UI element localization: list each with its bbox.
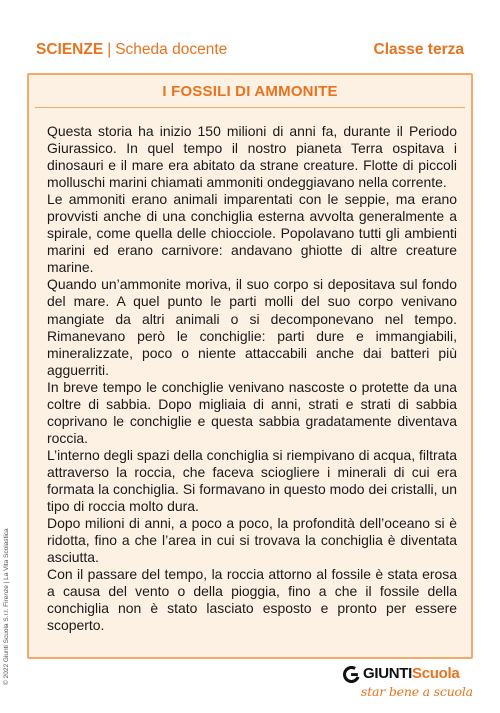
document-type-label: Scheda docente [115,41,228,58]
title-divider [35,107,465,108]
logo-brand-giunti: GIUNTI [363,665,413,682]
page-title: I FOSSILI DI AMMONITE [162,83,338,100]
logo-tagline: star bene a scuola [361,684,473,699]
paragraph: Dopo milioni di anni, a poco a poco, la profondità dell’oceano si è ridotta, fino a che l’area in cui si trovava la conchiglia è diventata asciutta. [47,515,457,566]
copyright-notice: © 2022 Giunti Scuola S.r.l. Firenze | La Vita Scolastica [3,528,10,685]
logo-wordmark [363,665,459,683]
article-body [47,123,457,634]
giunti-logo-icon [343,666,360,683]
page-header [36,41,464,59]
paragraph: Questa storia ha inizio 150 milioni di anni fa, durante il Periodo Giurassico. In quel tempo il nostro pianeta Terra ospitava i dinosauri e il mare era abitato da strane creature. Flotte di piccoli molluschi marini chiamati ammoniti ondeggiavano nella corrente. [47,123,457,191]
grade-label: Classe terza [373,41,464,58]
header-left [36,41,227,59]
paragraph: Le ammoniti erano animali imparentati con le seppie, ma erano provvisti anche di una conchiglia esterna avvolta generalmente a spirale, come quella delle chiocciole. Popolavano tutti gli ambienti marini ed erano carnivore: andavano ghiotte di altre creature marine. [47,191,457,276]
paragraph: In breve tempo le conchiglie venivano nascoste o protette da una coltre di sabbia. Dopo migliaia di anni, strati e strati di sabbia coprivano le conchiglie e questa sabbia gradatamente diventava roccia. [47,378,457,446]
logo-brand-scuola: Scuola [412,665,460,682]
header-separator: | [107,41,112,58]
publisher-logo [343,663,473,703]
paragraph: L’interno degli spazi della conchiglia si riempivano di acqua, filtrata attraverso la roccia, che faceva sciogliere i minerali di cui era formata la conchiglia. Si formavano in questo modo dei cristalli, un tipo di roccia molto dura. [47,446,457,515]
paragraph: Con il passare del tempo, la roccia attorno al fossile è stata erosa a causa del vento o della pioggia, fino a che il fossile della conchiglia non è stato lasciato esposto e pronto per essere scoperto. [47,566,457,634]
paragraph: Quando un’ammonite moriva, il suo corpo si depositava sul fondo del mare. A quel punto le parti molli del suo corpo venivano mangiate da altri animali o si decomponevano nel tempo. Rimanevano però le conchiglie: parti dure e immangiabili, mineralizzate, poco o niente attaccabili anche dai batteri più agguerriti. [47,276,457,378]
subject-label: SCIENZE [36,41,104,58]
content-card [27,73,473,659]
